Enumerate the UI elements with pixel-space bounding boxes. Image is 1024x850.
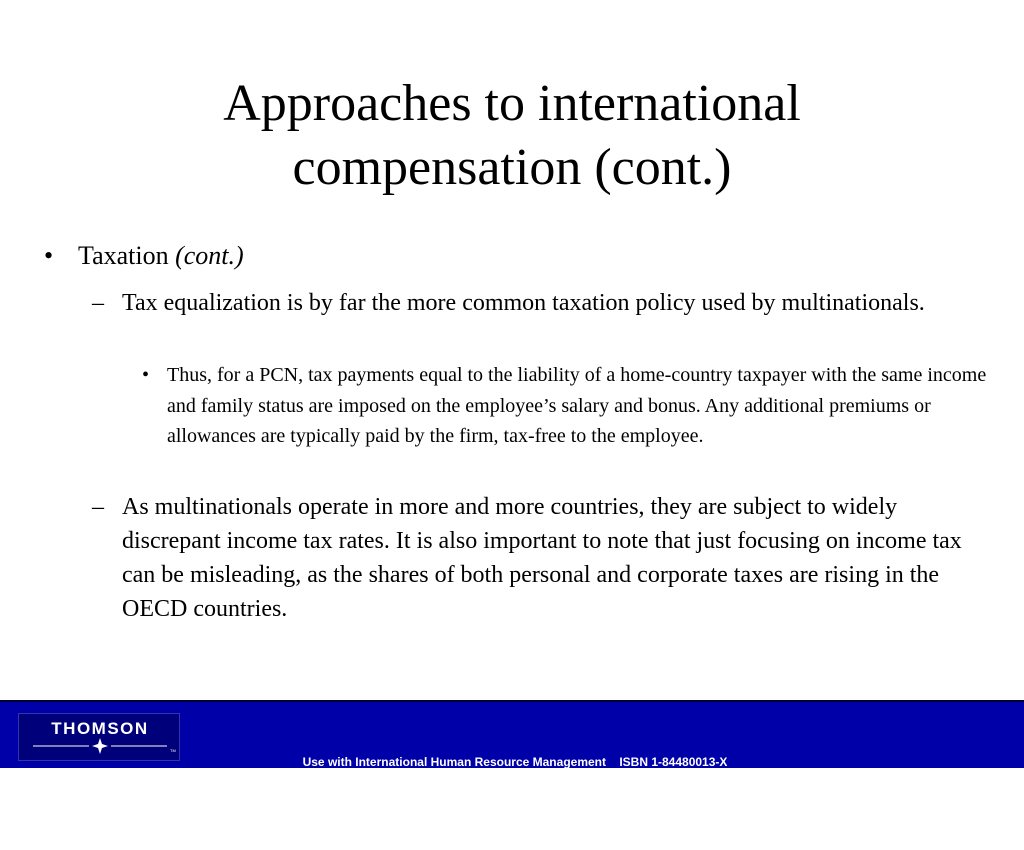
sub-bullet-multinationals: As multinationals operate in more and more countries, they are subject to widely discrepant income tax rates. It is also important to note that just focusing on income tax can be misleading, as the shares of both personal and corporate taxes are rising in the OECD countries. — [122, 494, 962, 622]
thomson-logo-text: THOMSON — [51, 719, 149, 738]
bullet-marker: • — [44, 241, 54, 270]
star-icon — [19, 738, 181, 754]
footer-bar — [0, 700, 1024, 817]
sub-sub-bullet-pcn: Thus, for a PCN, tax payments equal to the liability of a home-country taxpayer with the same income and family status are imposed on the employee’s salary and bonus. Any additional premiums or allowances are typically paid by the firm, tax-free to the employee. — [167, 364, 987, 447]
sub-bullet-marker: – — [92, 290, 104, 316]
bullet-taxation-cont: (cont.) — [175, 241, 244, 270]
sub-sub-bullet-marker: • — [142, 364, 150, 386]
footer-line-2: Published by Thomson Learning © Peter Dowling and Denice Welch — [317, 803, 712, 817]
footer-credits — [200, 722, 830, 850]
bullet-taxation — [78, 240, 244, 272]
footer-line-1: Use with International Human Resource Management ISBN 1-84480013-X — [302, 755, 728, 769]
trademark-mark: TM — [170, 748, 176, 753]
bullet-taxation-label: Taxation — [78, 241, 169, 270]
sub-bullet-marker: – — [92, 494, 104, 520]
thomson-logo — [18, 713, 180, 761]
sub-bullet-tax-equalization: Tax equalization is by far the more common taxation policy used by multinationals. — [122, 290, 925, 316]
slide-title-line-2: compensation (cont.) — [292, 139, 732, 196]
slide-title-line-1: Approaches to international — [223, 75, 801, 132]
